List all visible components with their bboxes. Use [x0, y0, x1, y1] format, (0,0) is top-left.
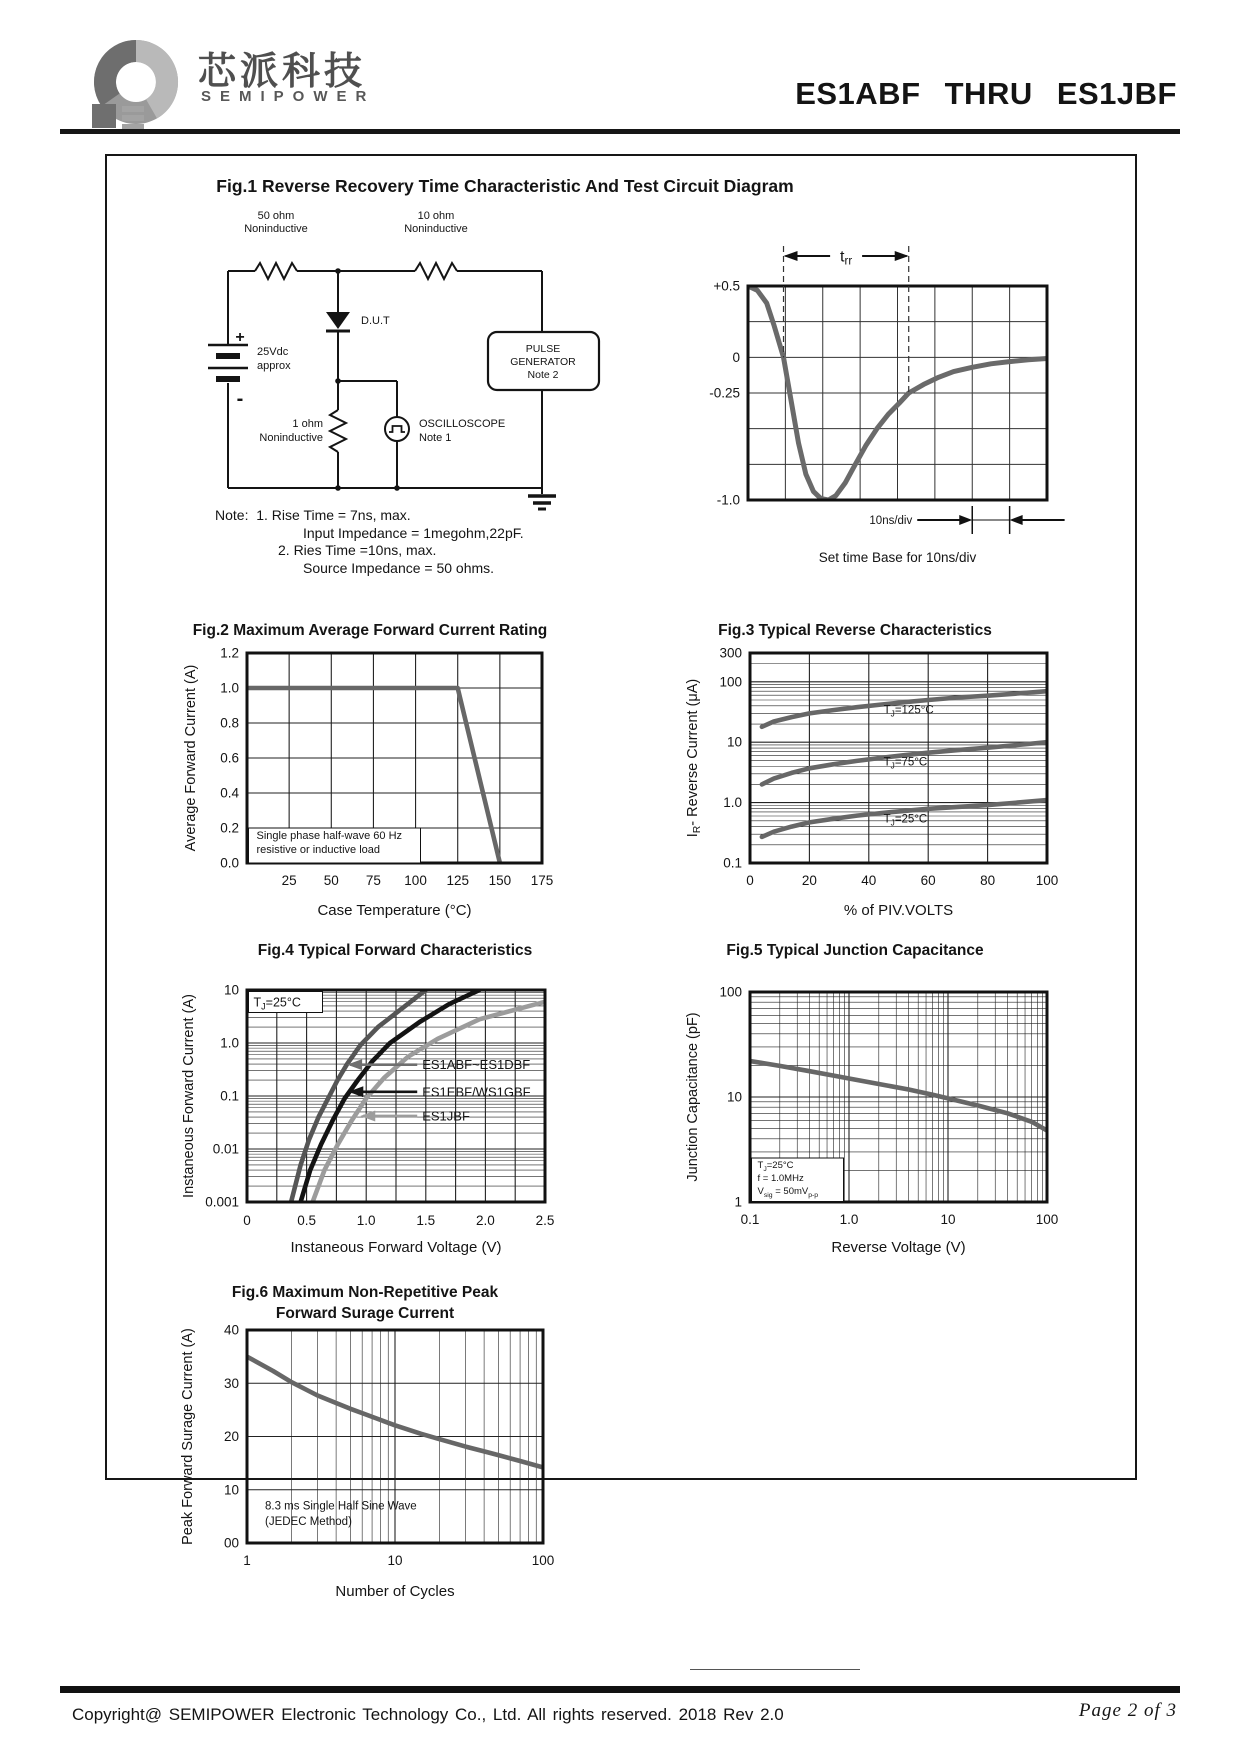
svg-text:100: 100: [404, 873, 427, 888]
svg-text:TJ=25°C: $T_J=25^\circ C$: [757, 1160, 794, 1173]
company-name-cn: 芯派科技: [198, 51, 367, 93]
resistor-10ohm-label: 10 ohm: [417, 210, 455, 222]
svg-text:10: 10: [726, 1089, 742, 1105]
svg-text:TJ=75°C: $T_J=75^\circ C$: [883, 756, 928, 771]
resistor-10ohm-icon: [415, 263, 457, 279]
svg-text:75: 75: [365, 873, 381, 888]
svg-text:0.6: 0.6: [220, 750, 239, 766]
svg-text:40: 40: [861, 873, 877, 888]
svg-text:ES1EBF/WS1GBF: ES1EBF/WS1GBF: [422, 1084, 531, 1100]
svg-text:125: 125: [446, 873, 469, 888]
timebase-caption: Set time Base for 10ns/div: [818, 550, 977, 565]
resistor-50ohm-type: Noninductive: [244, 223, 308, 235]
header-rule: [60, 129, 1180, 134]
svg-text:Vsig = 50mVp-p: $V_{sig} = 50mV_{p-p}$: [757, 1186, 819, 1199]
svg-text:0.4: 0.4: [220, 785, 239, 801]
svg-text:0.001: 0.001: [205, 1194, 239, 1210]
svg-text:0.01: 0.01: [212, 1141, 239, 1157]
svg-text:0.1: 0.1: [723, 855, 742, 871]
svg-text:1.0: 1.0: [723, 795, 742, 811]
note-line-2: Input Impedance = 1megohm,22pF.: [303, 524, 524, 541]
svg-text:1.0: 1.0: [356, 1213, 376, 1228]
resistor-50ohm-label: 50 ohm: [257, 210, 295, 222]
svg-text:0.1: 0.1: [220, 1088, 239, 1104]
fig6-title-line-1: Fig.6 Maximum Non-Repetitive Peak: [231, 1284, 499, 1301]
note-line-1: Note: 1. Rise Time = 7ns, max.: [215, 507, 411, 523]
svg-text:30: 30: [223, 1375, 239, 1391]
supply-voltage-label: 25Vdc: [257, 346, 289, 358]
svg-text:100: 100: [719, 674, 742, 690]
svg-text:1.0: 1.0: [220, 680, 239, 696]
fig1-notes: [215, 507, 524, 577]
fig4-title: Fig.4 Typical Forward Characteristics: [257, 942, 533, 959]
battery-plus-label: +: [235, 329, 245, 346]
battery-minus-label: -: [236, 388, 244, 410]
company-name-en: SEMIPOWER: [201, 88, 376, 105]
svg-text:0.0: 0.0: [220, 855, 239, 871]
fig2-title: Fig.2 Maximum Average Forward Current Rating: [192, 622, 548, 639]
note-line-3: 2. Ries Time =10ns, max.: [278, 542, 437, 558]
fig1-test-circuit-diagram: [185, 205, 605, 515]
svg-text:1: 1: [734, 1194, 742, 1210]
svg-text:80: 80: [980, 873, 996, 888]
trr-label: trr: [840, 248, 853, 268]
fig5-title: Fig.5 Typical Junction Capacitance: [726, 942, 984, 959]
svg-text:0: 0: [746, 873, 754, 888]
fig1-reverse-recovery-waveform-chart: [690, 238, 1070, 578]
svg-text:Peak Forward Surage Current (A: Peak Forward Surage Current (A): [180, 1328, 196, 1545]
fig1-title: Fig.1 Reverse Recovery Time Characteristic And Test Circuit Diagram: [216, 176, 794, 196]
oscilloscope-label: OSCILLOSCOPE: [419, 418, 506, 430]
grid: [748, 286, 1047, 500]
svg-text:ES1ABF~ES1DBF: ES1ABF~ES1DBF: [422, 1057, 531, 1073]
footer-page-number: Page 2 of 3: [1078, 1700, 1177, 1721]
svg-text:20: 20: [801, 873, 817, 888]
svg-text:1.0: 1.0: [839, 1212, 859, 1227]
svg-text:Instaneous Forward Current (A): Instaneous Forward Current (A): [181, 994, 197, 1198]
svg-text:+0.5: +0.5: [713, 278, 740, 294]
fig6-title-line-2: Forward Surage Current: [275, 1305, 455, 1322]
fig3-reverse-characteristics-chart: [640, 645, 1070, 935]
svg-text:TJ=125°C: $T_J=125^\circ C$: [883, 704, 934, 719]
fig6-surge-current-chart: [150, 1318, 580, 1618]
svg-text:0: 0: [732, 349, 740, 365]
timebase-label: 10ns/div: [869, 515, 913, 527]
note-line-4: Source Impedance = 50 ohms.: [303, 559, 495, 576]
ground-icon: [528, 488, 556, 509]
svg-text:00: 00: [223, 1535, 239, 1551]
svg-text:-0.25: -0.25: [709, 385, 740, 401]
svg-text:TJ=25°C: $T_J=25^\circ C$: [253, 995, 301, 1012]
svg-text:1.5: 1.5: [416, 1213, 436, 1228]
svg-text:resistive or inductive load: resistive or inductive load: [256, 844, 381, 856]
svg-text:10: 10: [223, 1482, 239, 1498]
svg-text:Number of Cycles: Number of Cycles: [335, 1583, 455, 1600]
svg-text:10: 10: [223, 982, 239, 998]
svg-text:1.0: 1.0: [220, 1035, 239, 1051]
svg-text:0: 0: [243, 1213, 251, 1228]
svg-text:(JEDEC Method): (JEDEC Method): [265, 1516, 352, 1528]
circuit-junction-dots: [335, 268, 400, 491]
svg-text:175: 175: [530, 873, 554, 888]
svg-text:Average Forward Current (A): Average Forward Current (A): [183, 664, 199, 852]
svg-text:10: 10: [940, 1212, 956, 1227]
svg-text:f = 1.0MHz: f = 1.0MHz: [757, 1173, 804, 1184]
oscilloscope-icon: [385, 417, 409, 441]
svg-text:1.2: 1.2: [220, 645, 239, 661]
dut-label: D.U.T: [361, 315, 390, 327]
footer-bar: [60, 1686, 1180, 1693]
svg-text:100: 100: [1035, 1212, 1059, 1227]
fig4-forward-characteristics-chart: [150, 965, 580, 1265]
resistor-50ohm-icon: [255, 263, 297, 279]
svg-text:2.0: 2.0: [476, 1213, 495, 1228]
pulse-generator-label-2: GENERATOR: [510, 356, 576, 368]
diode-dut-icon: [326, 312, 350, 331]
svg-text:% of PIV.VOLTS: % of PIV.VOLTS: [843, 902, 954, 919]
svg-text:25: 25: [281, 873, 297, 888]
semipower-logo-icon: [84, 34, 192, 136]
part-number-title: ES1ABF THRU ES1JBF: [795, 76, 1177, 111]
svg-text:IR- Reverse Current (μA): $I_R-$ Reverse Current (μA): [685, 678, 703, 838]
svg-text:40: 40: [223, 1322, 239, 1338]
fig5-junction-capacitance-chart: [640, 965, 1070, 1265]
resistor-10ohm-type: Noninductive: [404, 223, 468, 235]
svg-text:8.3 ms Single Half Sine Wave: 8.3 ms Single Half Sine Wave: [265, 1500, 417, 1513]
svg-text:Single phase half-wave 60 Hz: Single phase half-wave 60 Hz: [256, 830, 403, 842]
svg-text:100: 100: [531, 1553, 555, 1568]
svg-text:300: 300: [719, 645, 742, 661]
svg-text:Instaneous Forward Voltage (V): Instaneous Forward Voltage (V): [290, 1239, 502, 1256]
svg-text:10: 10: [726, 734, 742, 750]
svg-text:Case Temperature (°C): Case Temperature (°C): [317, 902, 472, 919]
oscilloscope-note-label: Note 1: [419, 432, 452, 444]
svg-text:Reverse Voltage (V): Reverse Voltage (V): [831, 1239, 966, 1256]
series-2: [313, 1002, 545, 1202]
footer-copyright: Copyright@ SEMIPOWER Electronic Technology Co., Ltd. All rights reserved. 2018 Rev 2.0: [72, 1705, 784, 1724]
resistor-1ohm-icon: [330, 410, 346, 452]
svg-text:0.1: 0.1: [740, 1212, 760, 1227]
svg-text:0.2: 0.2: [220, 820, 239, 836]
svg-text:0.5: 0.5: [297, 1213, 316, 1228]
svg-text:100: 100: [1035, 873, 1059, 888]
pulse-glyph-icon: [389, 426, 405, 432]
svg-text:20: 20: [223, 1429, 239, 1444]
svg-text:50: 50: [323, 873, 339, 888]
svg-text:-1.0: -1.0: [716, 492, 740, 508]
footer-rule: [690, 1669, 860, 1670]
svg-text:1: 1: [243, 1553, 251, 1568]
svg-text:Junction Capacitance (pF): Junction Capacitance (pF): [685, 1012, 701, 1182]
battery-icon: [208, 345, 248, 379]
svg-text:0.8: 0.8: [220, 715, 239, 731]
resistor-1ohm-label: 1 ohm: [292, 418, 323, 430]
svg-text:10: 10: [387, 1553, 403, 1568]
fig3-title: Fig.3 Typical Reverse Characteristics: [718, 622, 992, 639]
svg-text:2.5: 2.5: [535, 1213, 555, 1228]
svg-text:150: 150: [488, 873, 512, 888]
resistor-1ohm-type: Noninductive: [259, 432, 323, 444]
svg-text:ES1JBF: ES1JBF: [422, 1108, 470, 1124]
fig2-forward-current-chart: [150, 645, 580, 935]
svg-text:60: 60: [920, 873, 936, 888]
pulse-generator-label-3: Note 2: [527, 369, 559, 381]
svg-text:100: 100: [719, 984, 742, 1000]
pulse-generator-label-1: PULSE: [525, 343, 561, 355]
svg-text:TJ=25°C: $T_J=25^\circ C$: [883, 813, 928, 828]
supply-approx-label: approx: [257, 360, 291, 372]
